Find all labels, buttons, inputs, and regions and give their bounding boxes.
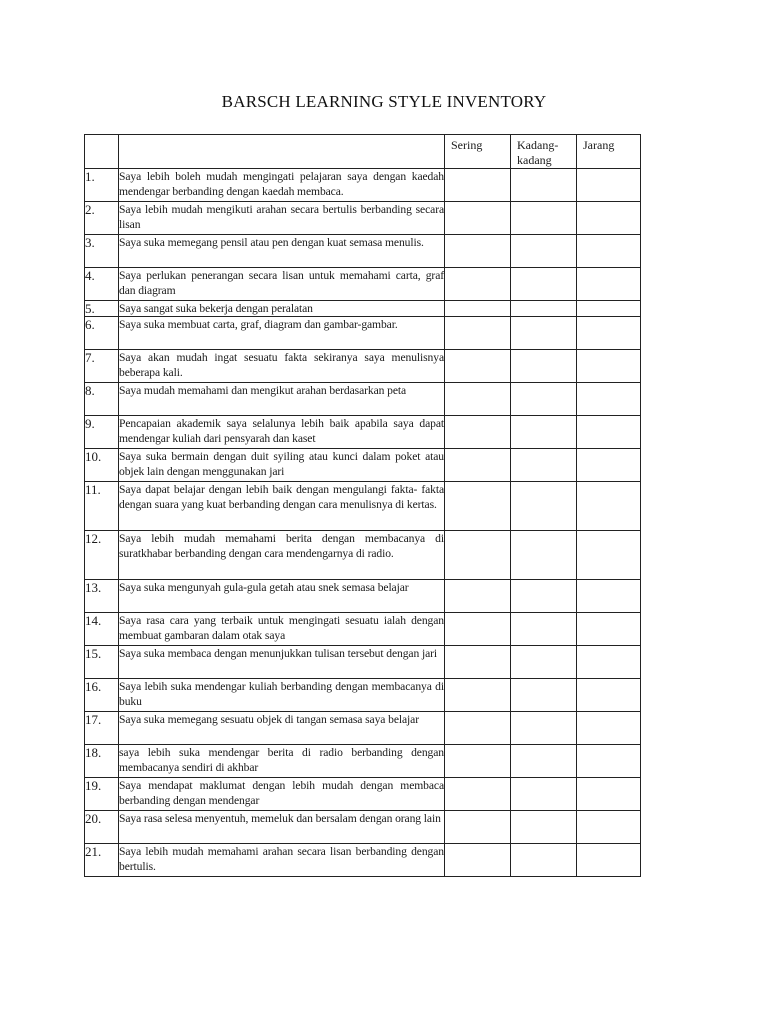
often-cell[interactable] [445, 383, 511, 416]
rarely-cell[interactable] [577, 169, 641, 202]
row-statement: Saya suka memegang pensil atau pen dengan kuat semasa menulis. [119, 235, 445, 268]
row-statement: Saya lebih mudah memahami berita dengan membacanya di suratkhabar berbanding dengan cara mendengarnya di radio. [119, 531, 445, 580]
row-statement: Saya mudah memahami dan mengikut arahan berdasarkan peta [119, 383, 445, 416]
often-cell[interactable] [445, 531, 511, 580]
row-number: 3. [85, 235, 119, 268]
rarely-cell[interactable] [577, 712, 641, 745]
often-cell[interactable] [445, 235, 511, 268]
sometimes-cell[interactable] [511, 202, 577, 235]
header-statement [119, 135, 445, 169]
often-cell[interactable] [445, 580, 511, 613]
row-number: 16. [85, 679, 119, 712]
row-statement: Saya dapat belajar dengan lebih baik dengan mengulangi fakta- fakta dengan suara yang kuat berbanding dengan cara menulisnya di kertas. [119, 482, 445, 531]
sometimes-cell[interactable] [511, 811, 577, 844]
row-number: 8. [85, 383, 119, 416]
row-statement: saya lebih suka mendengar berita di radio berbanding dengan membacanya sendiri di akhbar [119, 745, 445, 778]
often-cell[interactable] [445, 449, 511, 482]
row-statement: Saya rasa cara yang terbaik untuk mengingati sesuatu ialah dengan membuat gambaran dalam otak saya [119, 613, 445, 646]
table-row [85, 482, 641, 531]
rarely-cell[interactable] [577, 235, 641, 268]
sometimes-cell[interactable] [511, 482, 577, 531]
table-row [85, 416, 641, 449]
row-statement: Saya suka membuat carta, graf, diagram dan gambar-gambar. [119, 317, 445, 350]
header-number [85, 135, 119, 169]
often-cell[interactable] [445, 778, 511, 811]
row-number: 7. [85, 350, 119, 383]
table-row [85, 613, 641, 646]
often-cell[interactable] [445, 317, 511, 350]
sometimes-cell[interactable] [511, 531, 577, 580]
often-cell[interactable] [445, 350, 511, 383]
rarely-cell[interactable] [577, 350, 641, 383]
often-cell[interactable] [445, 202, 511, 235]
often-cell[interactable] [445, 679, 511, 712]
row-statement: Saya lebih mudah mengikuti arahan secara bertulis berbanding secara lisan [119, 202, 445, 235]
row-statement: Pencapaian akademik saya selalunya lebih baik apabila saya dapat mendengar kuliah dari pensyarah dan kaset [119, 416, 445, 449]
rarely-cell[interactable] [577, 646, 641, 679]
table-row [85, 301, 641, 317]
row-number: 11. [85, 482, 119, 531]
table-row [85, 844, 641, 877]
row-number: 5. [85, 301, 119, 317]
table-row [85, 811, 641, 844]
sometimes-cell[interactable] [511, 317, 577, 350]
table-row [85, 778, 641, 811]
row-number: 17. [85, 712, 119, 745]
sometimes-cell[interactable] [511, 712, 577, 745]
header-row [85, 135, 641, 169]
sometimes-cell[interactable] [511, 350, 577, 383]
sometimes-cell[interactable] [511, 679, 577, 712]
row-number: 10. [85, 449, 119, 482]
table-row [85, 235, 641, 268]
page-title: BARSCH LEARNING STYLE INVENTORY [221, 92, 547, 111]
rarely-cell[interactable] [577, 268, 641, 301]
row-number: 12. [85, 531, 119, 580]
row-statement: Saya lebih boleh mudah mengingati pelajaran saya dengan kaedah mendengar berbanding dengan kaedah membaca. [119, 169, 445, 202]
row-number: 2. [85, 202, 119, 235]
rarely-cell[interactable] [577, 449, 641, 482]
table-row [85, 169, 641, 202]
table-row [85, 679, 641, 712]
row-statement: Saya sangat suka bekerja dengan peralatan [119, 301, 445, 317]
often-cell[interactable] [445, 745, 511, 778]
table-row [85, 202, 641, 235]
table-row [85, 383, 641, 416]
rarely-cell[interactable] [577, 811, 641, 844]
often-cell[interactable] [445, 811, 511, 844]
inventory-table [84, 134, 641, 877]
sometimes-cell[interactable] [511, 745, 577, 778]
often-cell[interactable] [445, 844, 511, 877]
rarely-cell[interactable] [577, 613, 641, 646]
rarely-cell[interactable] [577, 531, 641, 580]
header-sometimes: Kadang-kadang [511, 135, 577, 169]
row-statement: Saya perlukan penerangan secara lisan untuk memahami carta, graf dan diagram [119, 268, 445, 301]
sometimes-cell[interactable] [511, 235, 577, 268]
row-number: 15. [85, 646, 119, 679]
sometimes-cell[interactable] [511, 844, 577, 877]
row-statement: Saya lebih mudah memahami arahan secara lisan berbanding dengan bertulis. [119, 844, 445, 877]
row-number: 18. [85, 745, 119, 778]
rarely-cell[interactable] [577, 416, 641, 449]
table-row [85, 531, 641, 580]
row-statement: Saya suka memegang sesuatu objek di tangan semasa saya belajar [119, 712, 445, 745]
table-row [85, 317, 641, 350]
often-cell[interactable] [445, 613, 511, 646]
row-number: 21. [85, 844, 119, 877]
row-statement: Saya akan mudah ingat sesuatu fakta sekiranya saya menulisnya beberapa kali. [119, 350, 445, 383]
often-cell[interactable] [445, 482, 511, 531]
row-number: 4. [85, 268, 119, 301]
sometimes-cell[interactable] [511, 778, 577, 811]
often-cell[interactable] [445, 416, 511, 449]
table-row [85, 646, 641, 679]
row-number: 20. [85, 811, 119, 844]
table-row [85, 268, 641, 301]
rarely-cell[interactable] [577, 844, 641, 877]
rarely-cell[interactable] [577, 202, 641, 235]
rarely-cell[interactable] [577, 482, 641, 531]
sometimes-cell[interactable] [511, 613, 577, 646]
sometimes-cell[interactable] [511, 301, 577, 317]
rarely-cell[interactable] [577, 778, 641, 811]
sometimes-cell[interactable] [511, 268, 577, 301]
often-cell[interactable] [445, 268, 511, 301]
often-cell[interactable] [445, 301, 511, 317]
row-statement: Saya suka membaca dengan menunjukkan tulisan tersebut dengan jari [119, 646, 445, 679]
table-row [85, 580, 641, 613]
row-number: 14. [85, 613, 119, 646]
row-statement: Saya suka bermain dengan duit syiling atau kunci dalam poket atau objek lain dengan menggunakan jari [119, 449, 445, 482]
row-statement: Saya rasa selesa menyentuh, memeluk dan bersalam dengan orang lain [119, 811, 445, 844]
sometimes-cell[interactable] [511, 449, 577, 482]
row-number: 13. [85, 580, 119, 613]
sometimes-cell[interactable] [511, 383, 577, 416]
row-statement: Saya suka mengunyah gula-gula getah atau snek semasa belajar [119, 580, 445, 613]
table-row [85, 712, 641, 745]
row-statement: Saya mendapat maklumat dengan lebih mudah dengan membaca berbanding dengan mendengar [119, 778, 445, 811]
often-cell[interactable] [445, 712, 511, 745]
rarely-cell[interactable] [577, 383, 641, 416]
row-number: 1. [85, 169, 119, 202]
sometimes-cell[interactable] [511, 416, 577, 449]
header-rarely: Jarang [577, 135, 641, 169]
row-number: 6. [85, 317, 119, 350]
row-number: 9. [85, 416, 119, 449]
often-cell[interactable] [445, 646, 511, 679]
table-row [85, 745, 641, 778]
rarely-cell[interactable] [577, 679, 641, 712]
table-row [85, 350, 641, 383]
sometimes-cell[interactable] [511, 580, 577, 613]
often-cell[interactable] [445, 169, 511, 202]
sometimes-cell[interactable] [511, 646, 577, 679]
row-statement: Saya lebih suka mendengar kuliah berbanding dengan membacanya di buku [119, 679, 445, 712]
rarely-cell[interactable] [577, 745, 641, 778]
rarely-cell[interactable] [577, 580, 641, 613]
table-row [85, 449, 641, 482]
rarely-cell[interactable] [577, 317, 641, 350]
header-often: Sering [445, 135, 511, 169]
row-number: 19. [85, 778, 119, 811]
sometimes-cell[interactable] [511, 169, 577, 202]
rarely-cell[interactable] [577, 301, 641, 317]
